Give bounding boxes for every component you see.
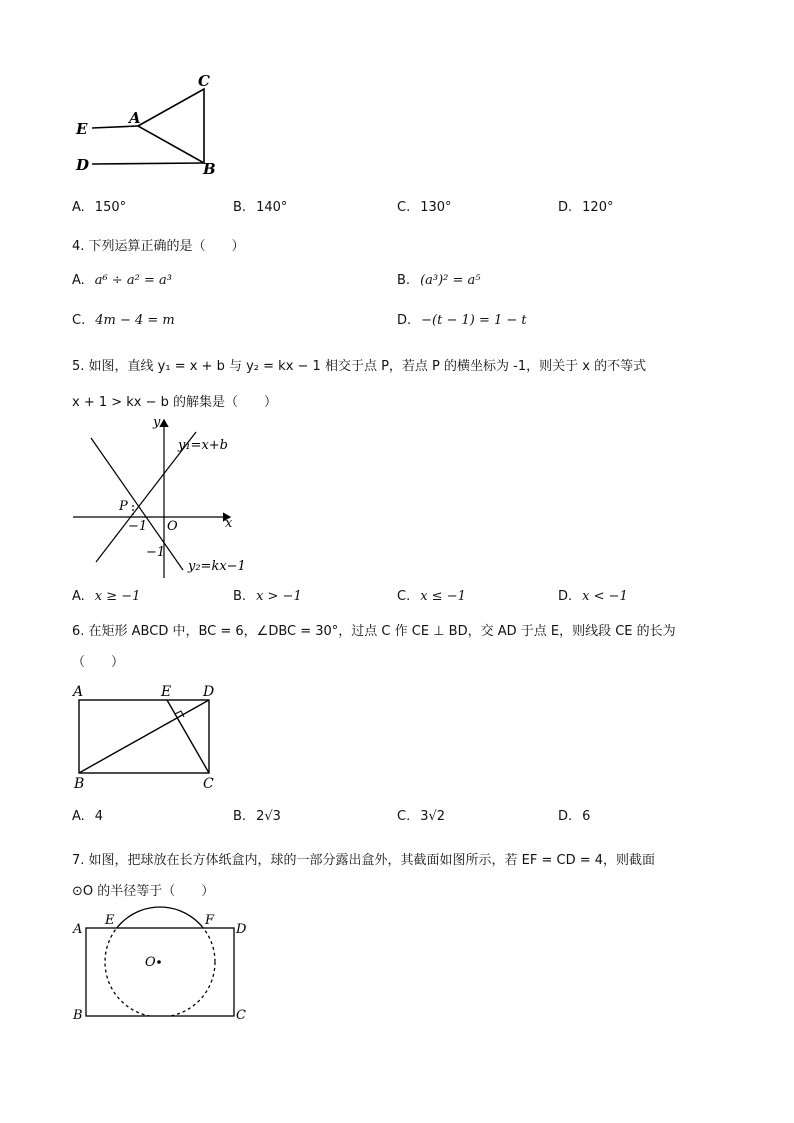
q3-label-a: A <box>129 109 141 127</box>
q5-label-line1: y₁=x+b <box>178 438 228 453</box>
q4-option-a: A. a⁶ ÷ a² = a³ <box>72 273 172 288</box>
q4-option-b: B. (a³)² = a⁵ <box>397 273 481 288</box>
q5-option-b: B. x > −1 <box>233 589 302 604</box>
q6-option-b: B. 2√3 <box>233 809 281 824</box>
q5-label-line2: y₂=kx−1 <box>188 559 246 574</box>
q7-label-e: E <box>105 913 115 928</box>
q6-option-d: D. 6 <box>558 809 591 824</box>
q3-option-c: C. 130° <box>397 200 452 215</box>
q6-stem-line1: 6. 在矩形 ABCD 中，BC = 6，∠DBC = 30°，过点 C 作 CE ⊥ BD，交 AD 于点 E，则线段 CE 的长为 <box>72 624 676 639</box>
q3-option-d: D. 120° <box>558 200 614 215</box>
q5-stem-line1: 5. 如图，直线 y₁ = x + b 与 y₂ = kx − 1 相交于点 P，若点 P 的横坐标为 -1，则关于 x 的不等式 <box>72 359 647 374</box>
q3-label-d: D <box>76 156 90 174</box>
q7-label-a: A <box>73 922 83 937</box>
q3-label-c: C <box>198 72 210 90</box>
q7-stem-line1: 7. 如图，把球放在长方体纸盒内，球的一部分露出盒外，其截面如图所示，若 EF = CD = 4，则截面 <box>72 853 656 868</box>
q7-label-c: C <box>236 1008 246 1023</box>
q3-label-b: B <box>203 160 216 178</box>
q6-stem-line2: （ ） <box>72 655 125 670</box>
q4-stem: 4. 下列运算正确的是（ ） <box>72 239 245 254</box>
q3-option-a: A. 150° <box>72 200 127 215</box>
q4-option-c: C. 4m − 4 = m <box>72 313 175 328</box>
q5-option-d: D. x < −1 <box>558 589 628 604</box>
q6-label-c: C <box>203 776 214 792</box>
q7-label-f: F <box>205 913 215 928</box>
q5-label-neg1-y: −1 <box>146 545 166 560</box>
q3-option-b: B. 140° <box>233 200 288 215</box>
q5-label-x: x <box>225 516 233 531</box>
q5-option-c: C. x ≤ −1 <box>397 589 466 604</box>
q7-label-b: B <box>73 1008 83 1023</box>
q6-label-d: D <box>203 684 215 700</box>
q4-option-d: D. −(t − 1) = 1 − t <box>397 313 527 328</box>
q5-stem-line2: x + 1 > kx − b 的解集是（ ） <box>72 395 278 410</box>
q5-label-neg1-x: −1 <box>128 519 148 534</box>
q6-option-c: C. 3√2 <box>397 809 446 824</box>
q3-label-e: E <box>76 120 88 138</box>
q6-label-b: B <box>74 776 85 792</box>
q6-option-a: A. 4 <box>72 809 104 824</box>
q7-label-o: O <box>145 955 156 970</box>
q5-label-y: y <box>153 415 161 430</box>
q7-stem-line2: ⊙O 的半径等于（ ） <box>72 884 215 899</box>
q6-label-a: A <box>73 684 84 700</box>
q5-option-a: A. x ≥ −1 <box>72 589 141 604</box>
q6-label-e: E <box>161 684 172 700</box>
q5-label-p: P <box>119 499 128 514</box>
q7-label-d: D <box>236 922 247 937</box>
q5-label-origin: O <box>167 519 178 534</box>
